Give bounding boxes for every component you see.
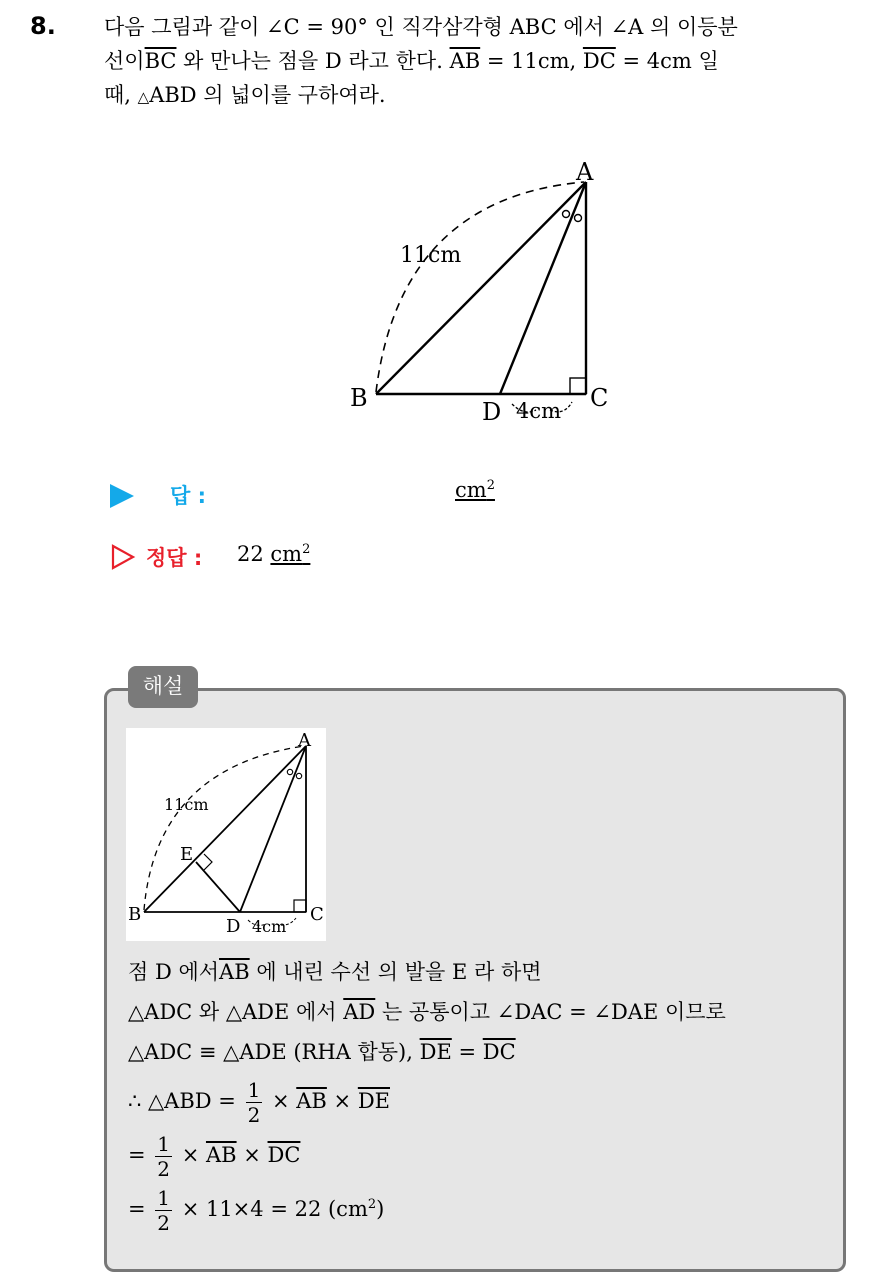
label-11cm-2: 11cm [164, 795, 209, 814]
solution-label: 정답 : [146, 546, 203, 570]
answer-row [110, 478, 610, 512]
right-angle-mark [570, 378, 586, 394]
label-b-2: B [128, 904, 142, 925]
solution-arrow-icon [110, 544, 136, 570]
fraction-half: $\frac{1}{2}$ [247, 1078, 261, 1127]
solution-row [110, 540, 410, 574]
explanation-line-5: = $\frac{1}{2}$ × $\overline{AB} \times \overline{DC}$ [128, 1132, 301, 1181]
fraction-half: $\frac{1}{2}$ [157, 1132, 171, 1181]
question-line-1: 다음 그림과 같이 ∠C = 90° 인 직각삼각형 ABC 에서 ∠A 의 이등분 [104, 15, 738, 39]
label-11cm: 11cm [400, 243, 462, 268]
side-ab [376, 182, 586, 394]
label-d-2: D [226, 916, 241, 937]
answer-arrow-icon [110, 484, 134, 508]
label-c: C [590, 384, 609, 412]
question-line-3: 때, △ABD 의 넓이를 구하여라. [104, 83, 386, 107]
answer-input[interactable]: $cm^2$ [455, 478, 495, 502]
label-4cm: 4cm [516, 399, 562, 423]
label-c-2: C [310, 904, 324, 925]
arc-dashed [376, 182, 584, 392]
answer-label: 답 : [170, 484, 206, 508]
angle-mark-2 [575, 215, 582, 222]
question-text [104, 10, 860, 114]
label-4cm-2: 4cm [252, 917, 287, 936]
explanation-line-3: △ADC ≡ △ADE (RHA 합동), $\overline{DE} = \overline{DC}$ [128, 1040, 516, 1064]
label-b: B [350, 384, 368, 412]
question-line-2: 선이$\overline{BC}$ 와 만나는 점을 D 라고 한다. $\overline{AB} = 11cm$, $\overline{DC} = 4cm$ 일 [104, 49, 719, 73]
explanation-figure [126, 728, 326, 941]
explanation-line-6: = $\frac{1}{2}$ × 11×4 = 22 $(cm^2)$ [128, 1186, 385, 1235]
label-a: A [576, 158, 594, 186]
explanation-line-1: 점 D 에서$\overline{AB}$ 에 내린 수선 의 발을 E 라 하면 [128, 960, 542, 984]
solution-value: 22 $cm^2$ [237, 542, 311, 566]
explanation-line-4: ∴ △ABD = $\frac{1}{2}$ × $\overline{AB} \times \overline{DE}$ [128, 1078, 390, 1127]
segment-bc: $\overline{BC}$ [144, 49, 177, 73]
label-d: D [482, 398, 502, 426]
label-a-2: A [298, 730, 311, 751]
question-number: 8. [30, 12, 56, 40]
triangle-figure [340, 158, 620, 430]
angle-mark-1 [563, 211, 570, 218]
explanation-tag: 해설 [128, 666, 198, 708]
segment-dc: $\overline{DC}$ [582, 49, 616, 73]
segment-ab: $\overline{AB}$ [449, 49, 481, 73]
label-e-2: E [180, 844, 194, 865]
bisector-ad [500, 182, 586, 394]
explanation-line-2: △ADC 와 △ADE 에서 $\overline{AD}$ 는 공통이고 ∠DAC = ∠DAE 이므로 [128, 1000, 726, 1024]
fraction-half: $\frac{1}{2}$ [157, 1186, 171, 1235]
